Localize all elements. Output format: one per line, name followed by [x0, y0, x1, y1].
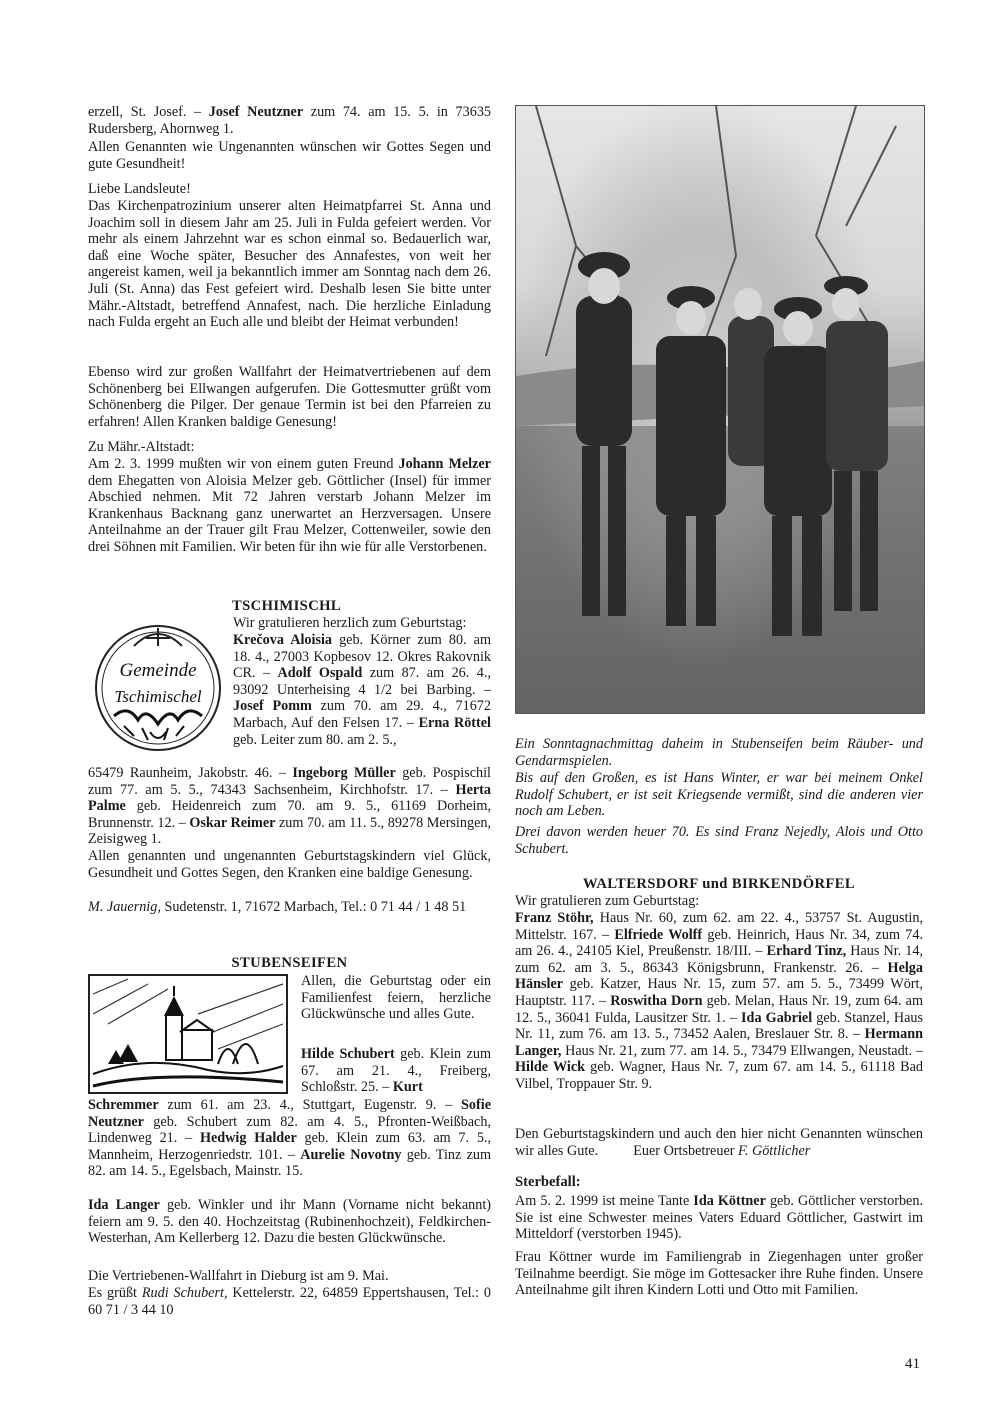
para-salutation: Liebe Landsleute! [88, 181, 191, 197]
para-melzer: Am 2. 3. 1999 mußten wir von einem guten Freund Johann Melzer dem Ehegatten von Aloisia Melzer geb. Göttlicher (Insel) für immer Abschied nehmen. Mit 72 Jahren verstarb Johann Melzer im Krankenhaus Backnang ganz unerwartet an Herzversagen. Unsere Anteilnahme an der Trauer gilt Frau Melzer, Cottenweiler, sowie den drei Söhnen mit Familien. Wir beten für ihn wie für alle Verstorbenen. [88, 456, 491, 555]
para-wallfahrt: Ebenso wird zur großen Wallfahrt der Heimatvertriebenen auf dem Schönenberg bei Ellwangen aufgerufen. Die Gottesmutter grüßt vom Schönenberg die Pilger. Der genaue Termin ist bei den Pfarreien zu erfahren! Allen Kranken baldige Genesung! [88, 364, 491, 430]
para-altstadt-heading: Zu Mähr.-Altstadt: [88, 439, 195, 455]
para-tschimischl-signature: M. Jauernig, Sudetenstr. 1, 71672 Marbach, Tel.: 0 71 44 / 1 48 51 [88, 899, 467, 915]
photo-caption-1: Ein Sonntagnachmittag daheim in Stubenseifen beim Räuber- und Gendarmspielen. [515, 736, 923, 769]
para-patrozinium: Das Kirchenpatrozinium unserer alten Heimatpfarrei St. Anna und Joachim soll in diesem Jahr am 25. Juli in Fulda gefeiert werden. Vor mehr als einem Jahrzehnt war es schon einmal so. Bedauerlich war, daß eine Woche später, Besucher des Annafestes, von weit her angereist kamen, weil ja bekanntlich immer am Sonntag nach dem 26. Juli (St. Anna) das Fest gefeiert wird. Deshalb lesen Sie bitte unter Mähr.-Altstadt, betreffend Annafest, nach. Die herzliche Einladung nach Fulda ergeht an Euch alle und bleibt der Heimat verbunden! [88, 198, 491, 331]
heading-waltersdorf: WALTERSDORF und BIRKENDÖRFEL [582, 876, 856, 892]
para-sterbefall-2: Frau Köttner wurde im Familiengrab in Ziegenhagen unter großer Teilnahme beerdigt. Sie möge im Gottesacker ihre Ruhe finden. Unsere Anteilnahme gilt ihren Kindern Lotti und Otto mit Familien. [515, 1249, 923, 1299]
heading-tschimischl: TSCHIMISCHL [232, 598, 342, 614]
para-waltersdorf-wishes: Den Geburtstagskindern und auch den hier nicht Genannten wünschen wir alles Gute. Euer Ortsbetreuer F. Göttlicher [515, 1126, 923, 1159]
para-tschimischl-intro: Wir gratulieren herzlich zum Geburtstag: [233, 615, 467, 631]
stamp-text-tschimischel: Tschimischel [114, 687, 202, 706]
para-stubenseifen-intro: Allen, die Geburtstag oder ein Familienfest feiern, herzliche Glückwünsche und alles Gute. [301, 973, 491, 1023]
gemeinde-stamp-logo [88, 616, 228, 756]
para-waltersdorf-birthdays: Franz Stöhr, Haus Nr. 60, zum 62. am 22. 4., 53757 St. Augustin, Mittelstr. 167. – Elfriede Wolff geb. Heinrich, Haus Nr. 34, zum 74. am 26. 4., 24105 Kiel, Preußenstr. 18/III. – Erhard Tinz, Haus Nr. 14, zum 62. am 3. 5., 86343 Königsbrunn, Frankenstr. 26. – Helga Hänsler geb. Katzer, Haus Nr. 15, zum 57. am 5. 5., 73499 Wört, Hauptstr. 117. – Roswitha Dorn geb. Melan, Haus Nr. 19, zum 64. am 12. 5., 36041 Fulda, Lausitzer Str. 1. – Ida Gabriel geb. Stanzel, Haus Nr. 11, zum 76. am 13. 5., 73452 Aalen, Breslauer Str. 8. – Hermann Langer, Haus Nr. 21, zum 77. am 14. 5., 73479 Ellwangen, Neustadt. – Hilde Wick geb. Wagner, Haus Nr. 7, zum 67. am 14. 5., 61118 Bad Vilbel, Troppauer Str. 9. [515, 910, 923, 1092]
para-stubenseifen-signature: Es grüßt Rudi Schubert, Kettelerstr. 22, 64859 Eppertshausen, Tel.: 0 60 71 / 3 44 10 [88, 1285, 491, 1318]
heading-sterbefall: Sterbefall: [515, 1174, 581, 1190]
boys-photograph [515, 105, 925, 714]
para-sterbefall-1: Am 5. 2. 1999 ist meine Tante Ida Köttner geb. Göttlicher verstorben. Sie ist eine Schwester meines Vaters Eduard Göttlicher, Gastwirt im Mitteldorf (verstorben 1945). [515, 1193, 923, 1243]
para-dieburg: Die Vertriebenen-Wallfahrt in Dieburg ist am 9. Mai. [88, 1268, 389, 1284]
para-ida-langer: Ida Langer geb. Winkler und ihr Mann (Vorname nicht bekannt) feiern am 9. 5. den 40. Hochzeitstag (Rubinenhochzeit), Feldkirchen-Westerhan, Am Kellerberg 12. Dazu die besten Glückwünsche. [88, 1197, 491, 1247]
waltersdorf-signature: Euer Ortsbetreuer F. Göttlicher [633, 1142, 811, 1159]
para-stubenseifen-birthdays-2: Schremmer zum 61. am 23. 4., Stuttgart, Eugenstr. 9. – Sofie Neutzner geb. Schubert zum 82. am 4. 5., Pfronten-Weißbach, Lindenweg 21. – Hedwig Halder geb. Klein zum 63. am 7. 5., Mannheim, Herzogenriedstr. 101. – Aurelie Novotny geb. Tinz zum 82. am 14. 5., Egelsbach, Mainstr. 15. [88, 1097, 492, 1180]
para-tschimischl-wishes: Allen genannten und ungenannten Geburtstagskindern viel Glück, Gesundheit und Gottes Segen, den Kranken eine baldige Genesung. [88, 848, 491, 881]
church-sketch-image [88, 974, 288, 1094]
para-tschimischl-birthdays-2: 65479 Raunheim, Jakobstr. 46. – Ingeborg Müller geb. Pospischil zum 77. am 5. 5., 74343 Sachsenheim, Kirchhofstr. 17. – Herta Palme geb. Heidenreich zum 70. am 9. 5., 61169 Dorheim, Brunnenstr. 12. – Oskar Reimer zum 70. am 11. 5., 89278 Mersingen, Zeisigweg 1. [88, 765, 492, 848]
para-stubenseifen-birthdays-1: Hilde Schubert geb. Klein zum 67. am 21. 4., Freiberg, Schloßstr. 25. – Kurt [301, 1046, 491, 1096]
para-waltersdorf-intro: Wir gratulieren zum Geburtstag: [515, 893, 700, 909]
heading-stubenseifen: STUBENSEIFEN [231, 955, 348, 971]
stamp-text-gemeinde: Gemeinde [119, 660, 197, 681]
para-tschimischl-birthdays-1: Krečova Aloisia geb. Körner zum 80. am 18. 4., 27003 Kopbesov 12. Okres Rakovnik CR. – Adolf Ospald zum 87. am 26. 4., 93092 Unterheising 4 1/2 bei Barbing. – Josef Pomm zum 70. am 29. 4., 71672 Marbach, Auf den Felsen 17. – Erna Röttel geb. Leiter zum 80. am 2. 5., [233, 632, 491, 748]
photo-caption-2: Bis auf den Großen, es ist Hans Winter, er war bei meinem Onkel Rudolf Schubert, er ist seit Kriegsende vermißt, sind die anderen vier noch am Leben. [515, 770, 923, 820]
para-neutzner: erzell, St. Josef. – Josef Neutzner zum 74. am 15. 5. in 73635 Rudersberg, Ahornweg 1. [88, 104, 492, 137]
para-greeting: Allen Genannten wie Ungenannten wünschen wir Gottes Segen und gute Gesundheit! [88, 139, 491, 172]
page-number: 41 [905, 1356, 920, 1372]
photo-scene [516, 106, 924, 713]
photo-caption-3: Drei davon werden heuer 70. Es sind Franz Nejedly, Alois und Otto Schubert. [515, 824, 923, 857]
